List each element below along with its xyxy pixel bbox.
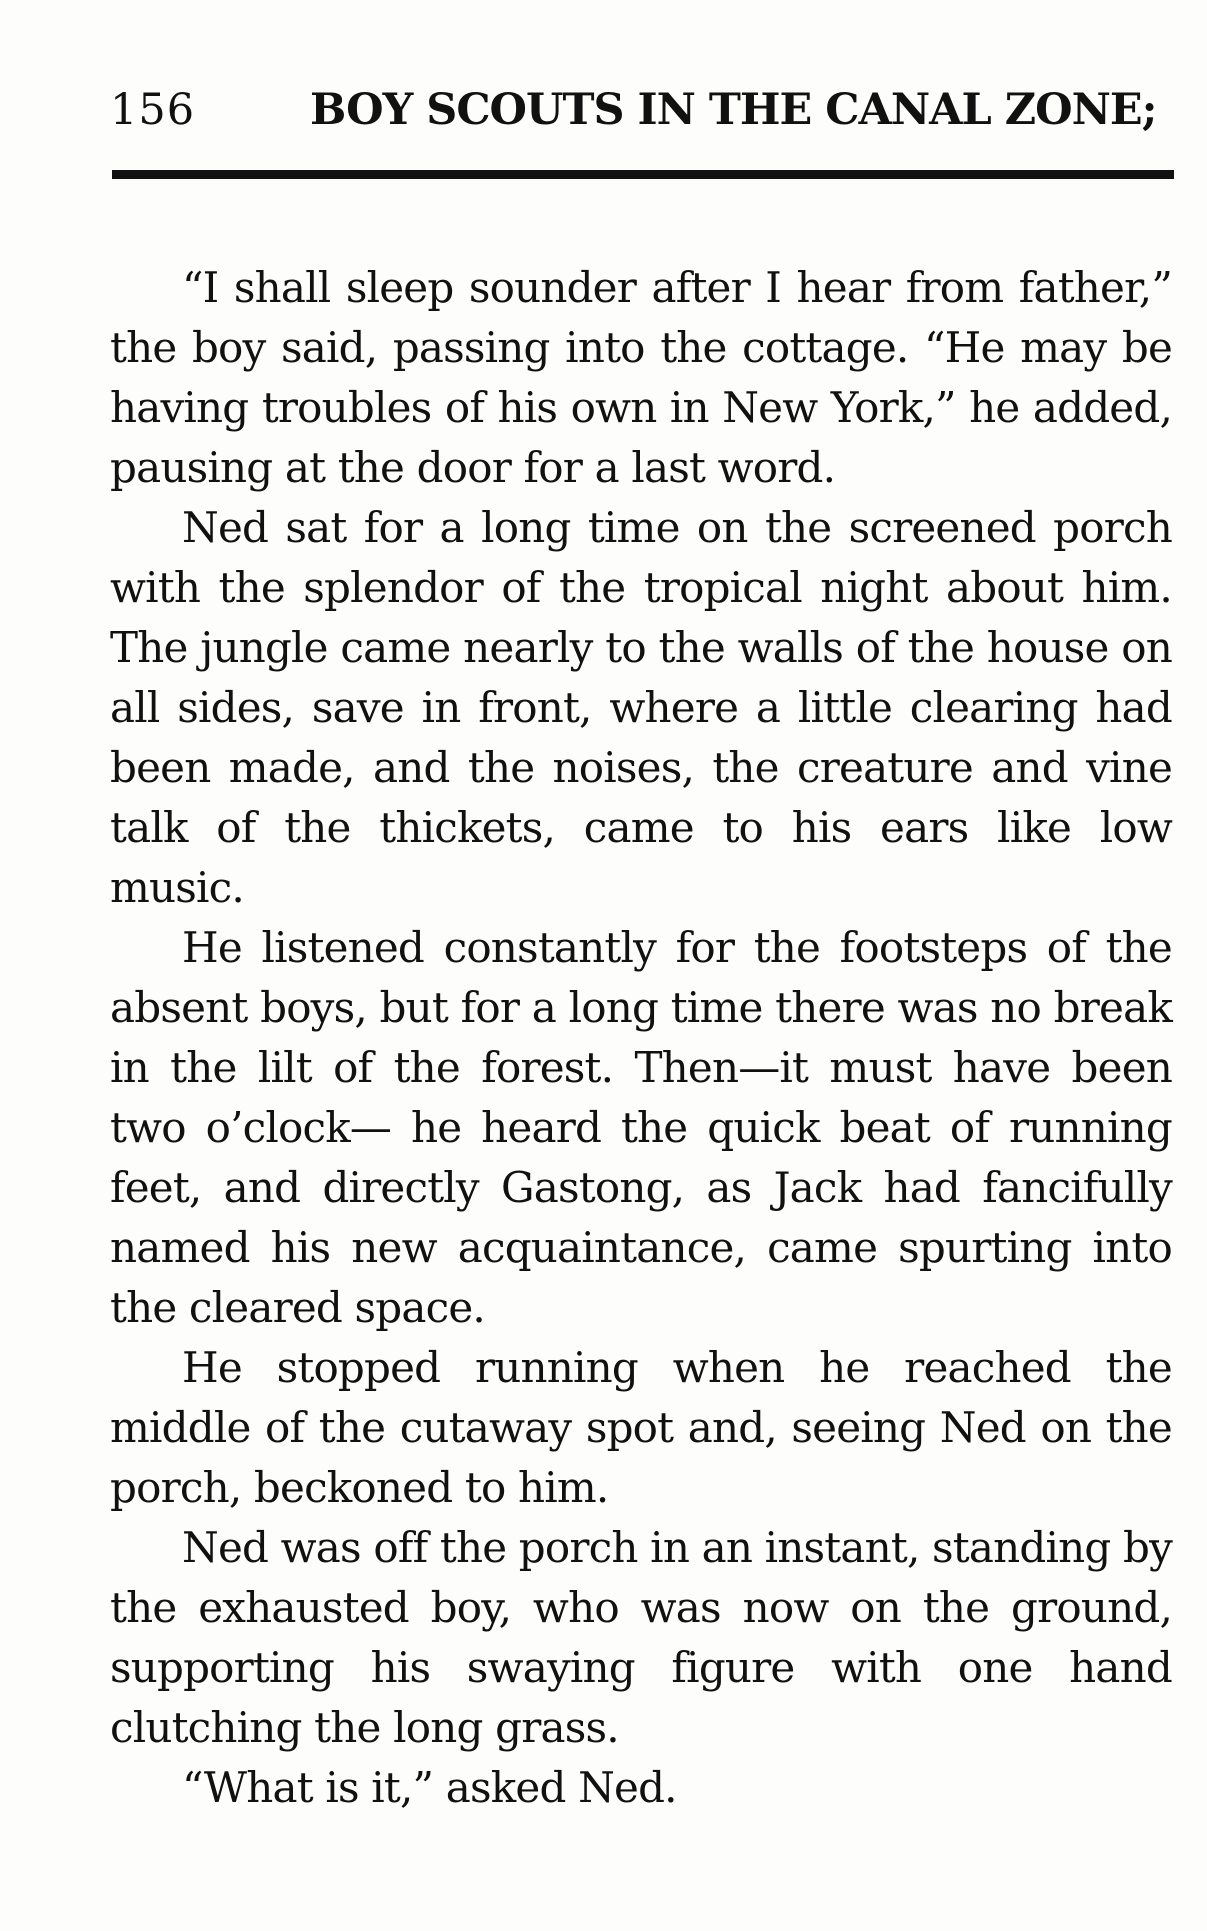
paragraph: “What is it,” asked Ned. — [182, 1763, 677, 1812]
body-text — [110, 258, 1172, 1818]
paragraph: “I shall sleep sounder after I hear from father,” the boy said, passing into the cottage. “He may be having troubles of his own in New York,” he added, pausing at the door for a last word. — [110, 263, 1172, 492]
running-title: BOY SCOUTS IN THE CANAL ZONE; — [310, 85, 1157, 135]
paragraph: Ned sat for a long time on the screened porch with the splendor of the tropical night about him. The jungle came nearly to the walls of the house on all sides, save in front, where a little clearing had been made, and the noises, the creature and vine talk of the thickets, came to his ears like low music. — [110, 503, 1172, 912]
page-header — [110, 80, 1182, 140]
header-rule — [112, 170, 1174, 179]
paragraph: He stopped running when he reached the middle of the cutaway spot and, seeing Ned on the porch, beckoned to him. — [110, 1343, 1172, 1512]
page-number: 156 — [110, 85, 196, 135]
paragraph: He listened constantly for the footsteps of the absent boys, but for a long time there was no break in the lilt of the forest. Then—it must have been two o’clock— he heard the quick beat of running feet, and directly Gastong, as Jack had fancifully named his new acquaintance, came spurting into the cleared space. — [110, 923, 1172, 1332]
paragraph: Ned was off the porch in an instant, standing by the exhausted boy, who was now on the ground, supporting his swaying figure with one hand clutching the long grass. — [110, 1523, 1172, 1752]
